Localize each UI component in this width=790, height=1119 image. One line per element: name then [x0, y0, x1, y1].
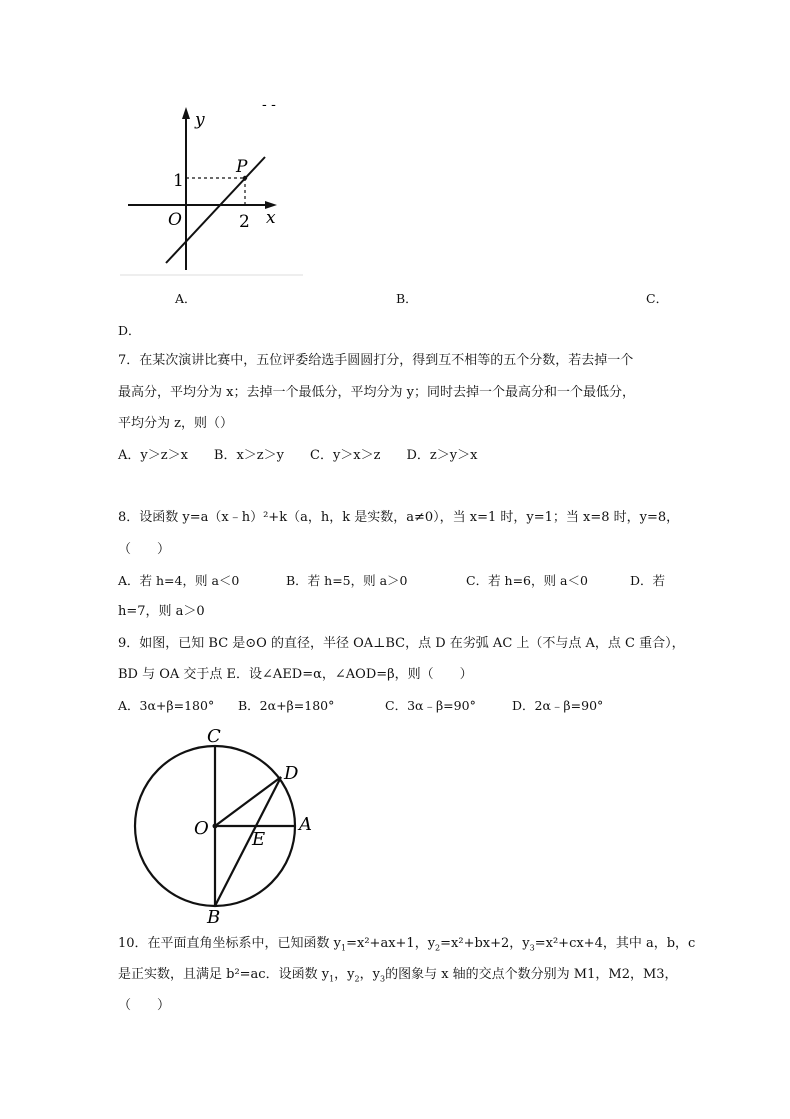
- center-dot: [213, 824, 218, 829]
- label-a: A: [299, 814, 312, 835]
- label-c: C: [207, 726, 221, 747]
- figure-circle: [128, 722, 328, 927]
- q10-line-1-part-a: 10．在平面直角坐标系中，已知函数 y: [118, 936, 342, 951]
- subscript-1: 1: [341, 943, 347, 953]
- subscript-3b: 3: [379, 974, 386, 984]
- tick-label-2: 2: [239, 212, 250, 232]
- label-d: D: [284, 763, 299, 784]
- subscript-2: 2: [435, 943, 441, 953]
- q10-line-2-part-c: ，y: [359, 967, 380, 982]
- q10-line-2: [118, 967, 678, 988]
- q10-line-2-part-b: ，y: [334, 967, 355, 982]
- q10-line-1: [118, 936, 695, 957]
- label-p: P: [236, 157, 248, 177]
- label-y: y: [195, 110, 205, 130]
- q10-line-1-part-b: =x²+ax+1，y: [346, 936, 436, 951]
- q6-option-b: B．: [396, 291, 418, 306]
- q8-line-2: （ ）: [118, 542, 171, 557]
- q6-option-a: A．: [175, 291, 197, 306]
- label-o: O: [194, 818, 209, 839]
- q9-option-c: C．3α﹣β=90°: [385, 698, 476, 713]
- tick-label-1: 1: [173, 171, 184, 191]
- q9-option-a: A．3α+β=180°: [118, 698, 215, 713]
- subscript-1b: 1: [329, 974, 335, 984]
- label-dashes: - -: [262, 97, 276, 113]
- chord-bd: [215, 777, 281, 906]
- q10-line-1-part-d: =x²+cx+4，其中 a，b，c: [534, 936, 696, 951]
- q9-option-b: B．2α+β=180°: [238, 698, 335, 713]
- q8-option-b: B．若 h=5，则 a＞0: [286, 573, 408, 588]
- q9-option-d: D．2α﹣β=90°: [512, 698, 604, 713]
- q8-option-d-cont: h=7，则 a＞0: [118, 604, 205, 619]
- q9-line-1: 9．如图，已知 BC 是⊙O 的直径，半径 OA⊥BC，点 D 在劣弧 AC 上（不与点 A，点 C 重合），: [118, 636, 685, 651]
- q7-line-1: 7．在某次演讲比赛中，五位评委给选手圆圆打分，得到互不相等的五个分数，若去掉一个: [118, 353, 634, 368]
- label-origin: O: [168, 210, 182, 230]
- q7-line-2: 最高分，平均分为 x；去掉一个最低分，平均分为 y；同时去掉一个最高分和一个最低分，: [118, 385, 635, 400]
- subscript-3: 3: [529, 943, 535, 953]
- q9-line-2: BD 与 OA 交于点 E．设∠AED=α，∠AOD=β，则（ ）: [118, 667, 473, 682]
- q8-option-a: A．若 h=4，则 a＜0: [118, 573, 240, 588]
- label-e: E: [252, 829, 266, 850]
- label-x: x: [266, 208, 276, 228]
- q10-line-3: （ ）: [118, 998, 171, 1013]
- q10-line-1-part-c: =x²+bx+2，y: [440, 936, 530, 951]
- label-b: B: [207, 907, 221, 927]
- subscript-2b: 2: [354, 974, 360, 984]
- q8-option-c: C．若 h=6，则 a＜0: [466, 573, 588, 588]
- q7-options: A．y＞z＞x B．x＞z＞y C．y＞x＞z D．z＞y＞x: [118, 448, 478, 463]
- segment-od: [215, 777, 281, 826]
- q10-line-2-part-d: 的图象与 x 轴的交点个数分别为 M1，M2，M3，: [385, 967, 678, 982]
- q8-option-d: D．若: [630, 573, 666, 588]
- q7-line-3: 平均分为 z，则（）: [118, 416, 233, 431]
- q10-line-2-part-a: 是正实数，且满足 b²=ac．设函数 y: [118, 967, 330, 982]
- q8-line-1: 8．设函数 y=a（x﹣h）²+k（a，h，k 是实数，a≠0），当 x=1 时，y=1；当 x=8 时，y=8，: [118, 510, 680, 525]
- q6-option-c: C．: [646, 291, 669, 306]
- q6-option-d: D．: [118, 323, 141, 338]
- y-axis-arrow: [182, 107, 190, 119]
- figure-coordinate-graph: [118, 95, 318, 280]
